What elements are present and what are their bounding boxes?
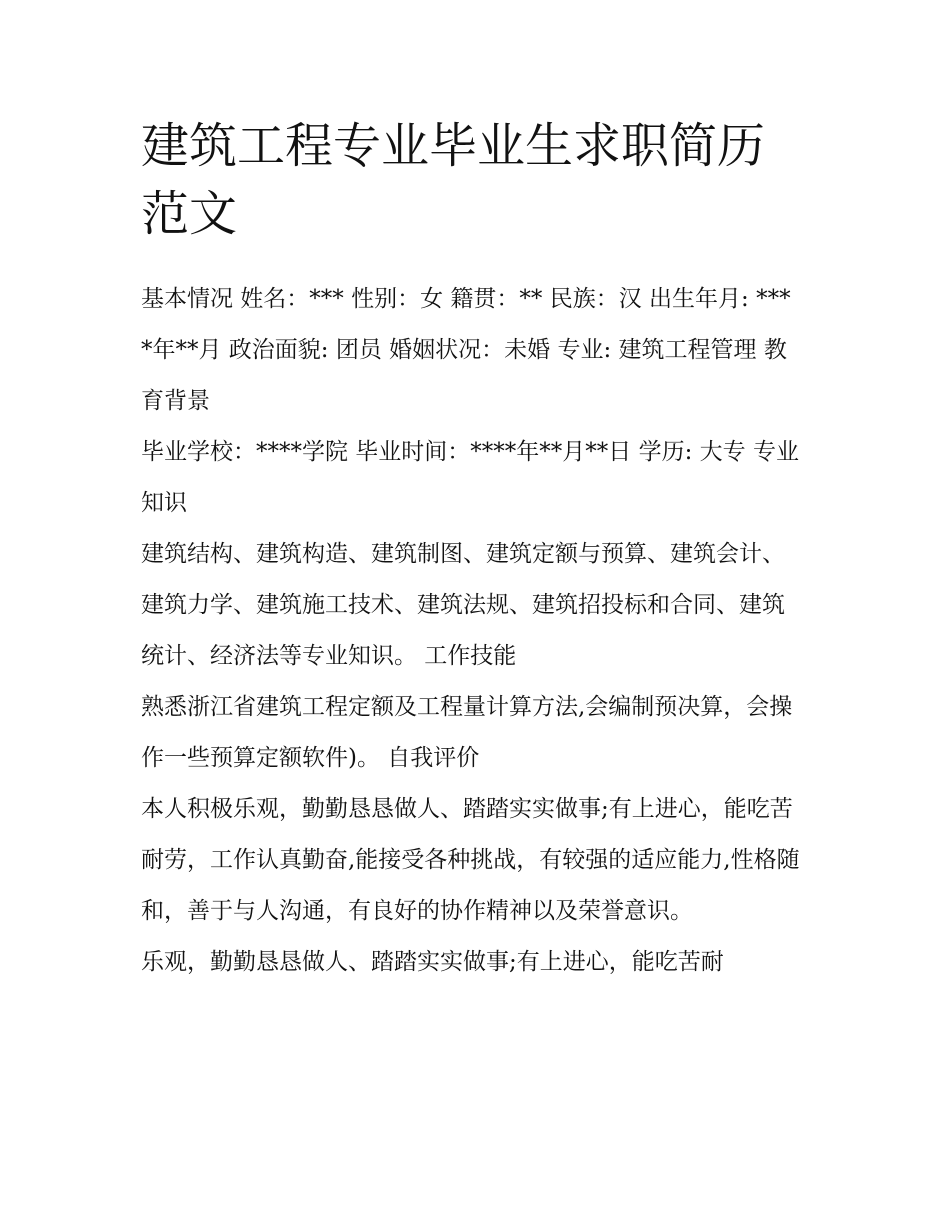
- paragraph-self-evaluation: 本人积极乐观，勤勤恳恳做人、踏踏实实做事;有上进心，能吃苦耐劳，工作认真勤奋,能接受各种挑战，有较强的适应能力,性格随和，善于与人沟通，有良好的协作精神以及荣誉意识。: [141, 796, 800, 924]
- paragraph-education: 毕业学校：****学院 毕业时间：****年**月**日 学历: 大专 专业知识: [141, 439, 799, 516]
- paragraph-continuation: 乐观，勤勤恳恳做人、踏踏实实做事;有上进心，能吃苦耐: [141, 949, 724, 975]
- paragraph-knowledge: 建筑结构、建筑构造、建筑制图、建筑定额与预算、建筑会计、建筑力学、建筑施工技术、建筑法规、建筑招投标和合同、建筑统计、经济法等专业知识。 工作技能: [141, 541, 785, 669]
- document-title: 建筑工程专业毕业生求职简历范文: [141, 118, 766, 242]
- paragraph-basic-info: 基本情况 姓名：*** 性别：女 籍贯：** 民族：汉 出生年月: ****年**月 政治面貌: 团员 婚姻状况：未婚 专业: 建筑工程管理 教育背景: [141, 286, 791, 414]
- document-body: [141, 274, 801, 988]
- paragraph-skills: 熟悉浙江省建筑工程定额及工程量计算方法,会编制预决算，会操作一些预算定额软件)。 自我评价: [141, 694, 793, 771]
